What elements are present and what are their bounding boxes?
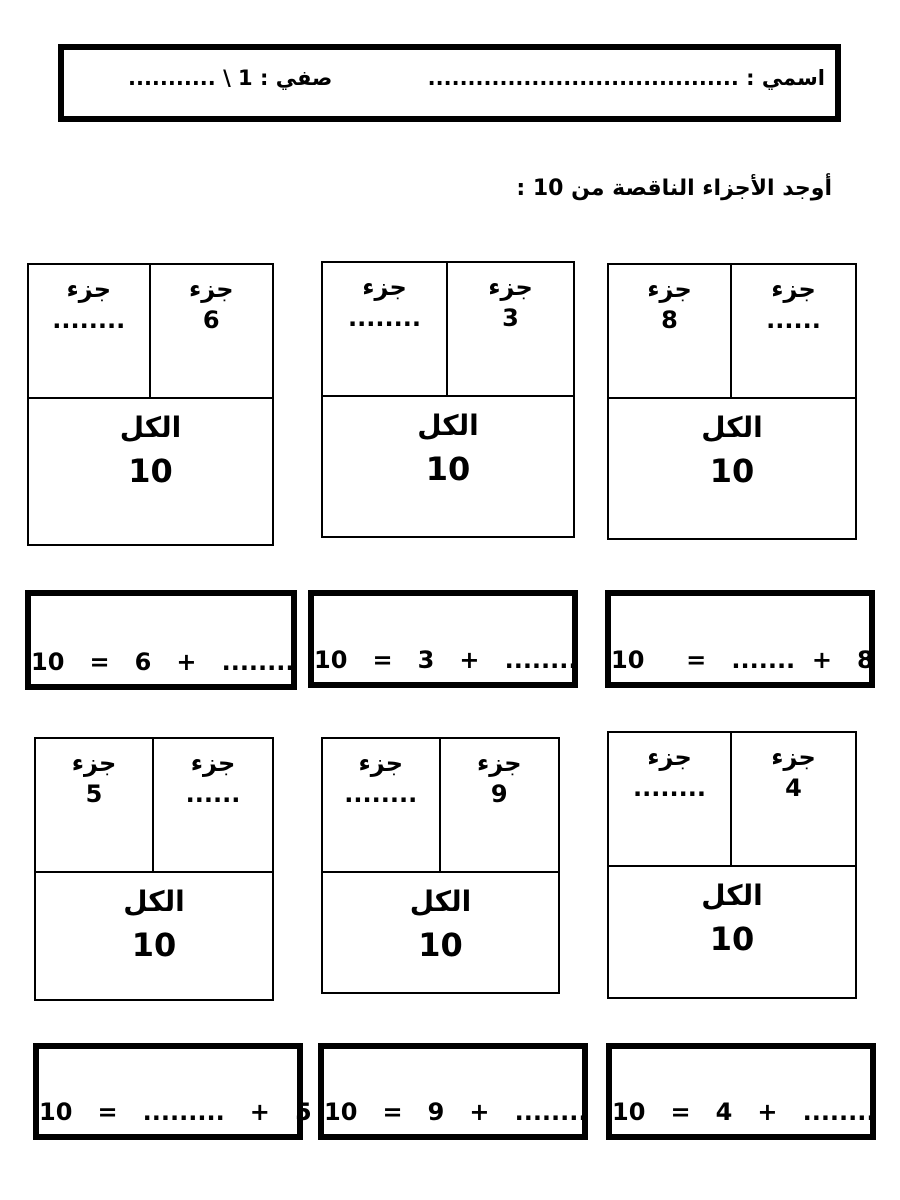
whole-value: 10 <box>709 920 755 958</box>
part-label: جزء <box>771 743 816 771</box>
part-label: جزء <box>647 275 692 303</box>
whole-value: 10 <box>425 450 471 488</box>
part-value[interactable]: ........ <box>52 306 126 334</box>
part-label: جزء <box>71 749 117 777</box>
whole-value: 10 <box>418 926 463 964</box>
part-value[interactable]: 3 <box>502 304 519 332</box>
student-info-box <box>58 44 841 122</box>
whole-value: 10 <box>131 926 177 964</box>
part-value[interactable]: 8 <box>661 306 678 334</box>
part-label: جزء <box>771 275 816 303</box>
part-whole-box <box>34 737 274 1001</box>
whole-cell <box>609 865 855 997</box>
equation-box <box>318 1043 588 1140</box>
part-label: جزء <box>477 749 522 777</box>
part-label: جزء <box>189 275 234 303</box>
part-value[interactable]: ........ <box>344 780 418 808</box>
part-cell-right <box>448 263 573 395</box>
part-whole-box <box>321 737 560 994</box>
part-value[interactable]: 5 <box>85 780 103 808</box>
equation-box <box>25 590 297 690</box>
part-cell-left <box>29 265 151 397</box>
part-whole-box <box>321 261 575 538</box>
whole-label: الكل <box>119 411 182 444</box>
part-whole-box <box>607 263 857 540</box>
part-cell-left <box>609 265 732 397</box>
part-cell-right <box>151 265 273 397</box>
instruction-text: أوجد الأجزاء الناقصة من 10 : <box>516 176 832 201</box>
part-value[interactable]: 4 <box>785 774 802 802</box>
equation-text[interactable]: 10 = 6 + ........ <box>31 648 295 676</box>
part-value[interactable]: ...... <box>185 780 241 808</box>
equation-box <box>605 590 875 688</box>
part-cell-left <box>36 739 154 871</box>
part-label: جزء <box>66 275 111 303</box>
part-label: جزء <box>488 273 533 301</box>
whole-label: الكل <box>701 879 763 912</box>
equation-text[interactable]: 10 = ....... + 8 <box>611 646 874 674</box>
part-cell-left <box>323 263 448 395</box>
equation-box <box>606 1043 876 1140</box>
equation-text[interactable]: 10 = 3 + ........ <box>314 646 578 674</box>
part-cell-left <box>323 739 441 871</box>
equation-box <box>308 590 578 688</box>
whole-label: الكل <box>417 409 479 442</box>
part-whole-box <box>607 731 857 999</box>
part-cell-right <box>732 265 855 397</box>
whole-cell <box>36 871 272 999</box>
part-cell-right <box>441 739 559 871</box>
whole-value: 10 <box>128 452 173 490</box>
equation-text[interactable]: 10 = ......... + 5 <box>39 1098 312 1126</box>
equation-box <box>33 1043 312 1140</box>
part-cell-left <box>609 733 732 865</box>
part-value[interactable]: 6 <box>202 306 220 334</box>
part-label: جزء <box>358 749 403 777</box>
equation-text[interactable]: 10 = 4 + ........ <box>612 1098 876 1126</box>
whole-label: الكل <box>123 885 185 918</box>
part-value[interactable]: ...... <box>766 306 821 334</box>
part-cell-right <box>732 733 855 865</box>
part-value[interactable]: ........ <box>348 304 421 332</box>
part-whole-box <box>27 263 274 546</box>
whole-label: الكل <box>409 885 472 918</box>
part-label: جزء <box>647 743 692 771</box>
part-cell-right <box>154 739 272 871</box>
whole-value: 10 <box>709 452 755 490</box>
student-class-field[interactable]: صفي : 1 \ ........... <box>128 66 333 90</box>
equation-text[interactable]: 10 = 9 + ........ <box>324 1098 588 1126</box>
part-value[interactable]: ........ <box>633 774 706 802</box>
whole-cell <box>29 397 272 544</box>
whole-cell <box>609 397 855 538</box>
whole-cell <box>323 395 573 536</box>
student-name-field[interactable]: اسمي : ....................................... <box>427 66 825 90</box>
part-label: جزء <box>362 273 407 301</box>
part-label: جزء <box>190 749 236 777</box>
part-value[interactable]: 9 <box>490 780 508 808</box>
whole-label: الكل <box>701 411 763 444</box>
whole-cell <box>323 871 558 992</box>
